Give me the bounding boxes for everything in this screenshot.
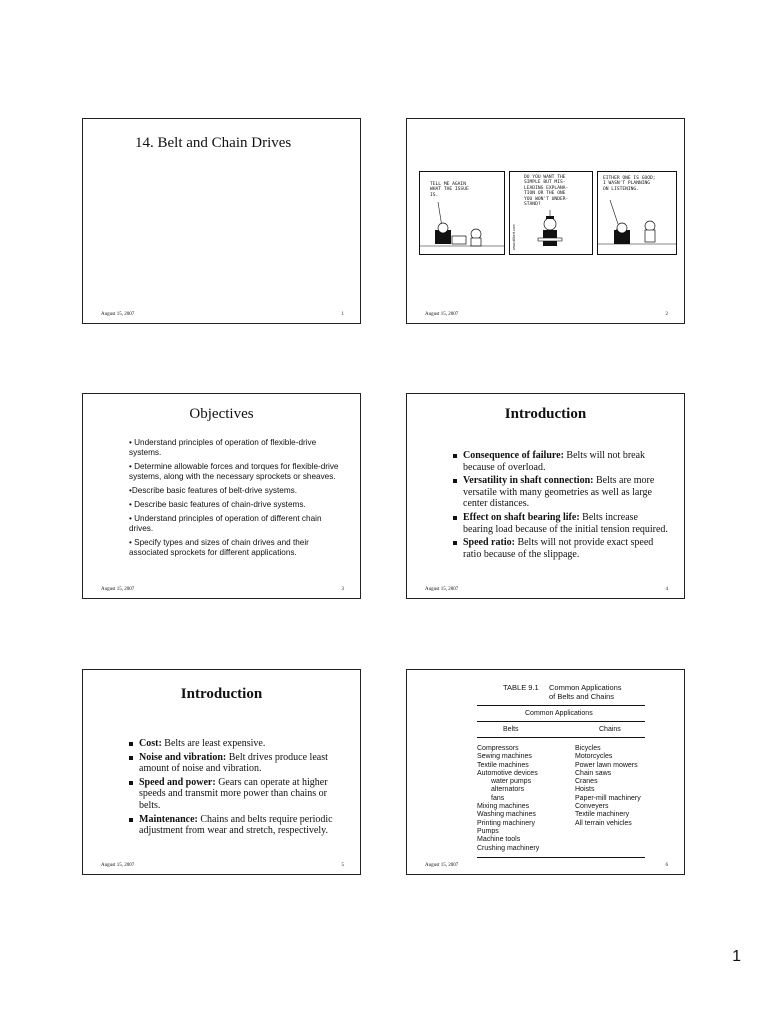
belts-cell: Pumps bbox=[477, 827, 499, 835]
slide-number: 4 bbox=[665, 587, 668, 592]
belts-cell: Sewing machines bbox=[477, 753, 532, 761]
bullet-body: Belts are more versatile with many geometries as well as large center distances. bbox=[463, 475, 655, 510]
slide-number: 3 bbox=[341, 587, 344, 592]
belts-cell: water pumps bbox=[491, 778, 532, 786]
bullet-square-icon bbox=[453, 479, 457, 483]
comic-panel-1 bbox=[419, 171, 505, 255]
bullet-item bbox=[453, 450, 669, 473]
chains-cell: Power lawn mowers bbox=[575, 761, 638, 769]
belts-cell: Compressors bbox=[477, 745, 519, 752]
slide-number: 2 bbox=[665, 312, 668, 317]
bullet-body: Belts will not break because of overload. bbox=[463, 450, 646, 473]
bullet-body: Belt drives produce least amount of noise and vibration. bbox=[139, 751, 328, 775]
slide-3 bbox=[82, 393, 361, 599]
bullet-body: Belts will not provide exact speed ratio because of the slippage. bbox=[463, 537, 654, 560]
bullet-body: Gears can operate at higher speeds and transmit more power than chains or belts. bbox=[139, 776, 328, 811]
slide-title: Objectives bbox=[189, 406, 254, 422]
belts-cell: Automotive devices bbox=[477, 769, 538, 777]
bullet-body: Belts increase bearing load because of the initial tension required. bbox=[463, 511, 668, 535]
slide-date: August 15, 2007 bbox=[101, 863, 135, 868]
table-title-line-1: Common Applications bbox=[549, 683, 622, 692]
table-title-line-2: of Belts and Chains bbox=[549, 692, 615, 701]
belts-cell: Textile machines bbox=[477, 761, 529, 769]
chains-cell: Motorcycles bbox=[575, 753, 613, 761]
belts-cell: Crushing machinery bbox=[477, 844, 540, 852]
chains-cell: Cranes bbox=[575, 778, 598, 786]
bullet-body: Belts are least expensive. bbox=[161, 738, 266, 749]
bullet-item bbox=[129, 777, 349, 812]
objectives-list bbox=[129, 438, 339, 562]
bullet-square-icon bbox=[129, 781, 133, 785]
slide-date: August 15, 2007 bbox=[101, 312, 135, 317]
chains-cell: Textile machinery bbox=[575, 811, 630, 819]
bullet-square-icon bbox=[453, 454, 457, 458]
comic-panel-2 bbox=[509, 171, 593, 255]
belts-cell: Printing machinery bbox=[477, 819, 535, 827]
objective-item: • Describe basic features of chain-drive systems. bbox=[129, 500, 306, 509]
table-rule-group bbox=[477, 721, 645, 722]
comic-strip bbox=[419, 171, 675, 261]
belts-cell: Mixing machines bbox=[477, 803, 530, 811]
objective-item: • Specify types and sizes of chain drives and their associated sprockets for different applications. bbox=[129, 538, 309, 557]
bullet-item bbox=[453, 475, 669, 510]
bullet-item bbox=[129, 814, 349, 837]
comic-panel-3 bbox=[597, 171, 677, 255]
chains-cell: Chain saws bbox=[575, 769, 612, 777]
bullet-list bbox=[129, 738, 349, 839]
bullet-head: Noise and vibration: bbox=[139, 751, 227, 763]
slide-title: 14. Belt and Chain Drives bbox=[135, 135, 292, 151]
bullet-head: Versatility in shaft connection: bbox=[463, 475, 594, 487]
belts-column bbox=[477, 745, 539, 853]
comic-figures-3 bbox=[598, 172, 676, 254]
belts-cell: alternators bbox=[491, 786, 525, 794]
objective-item: •Describe basic features of belt-drive systems. bbox=[129, 486, 298, 495]
bullet-list bbox=[453, 450, 669, 562]
chains-cell: Paper-mill machinery bbox=[575, 794, 641, 802]
slide-title: Introduction bbox=[180, 686, 263, 702]
slide-date: August 15, 2007 bbox=[101, 587, 135, 592]
comic-credit-left: www.dilbert.com bbox=[512, 224, 516, 250]
belts-cell: Machine tools bbox=[477, 836, 521, 844]
bullet-square-icon bbox=[453, 516, 457, 520]
slide-6 bbox=[406, 669, 685, 875]
bullet-head: Maintenance: bbox=[139, 813, 198, 825]
comic-bubble-3: EITHER ONE IS GOOD; I WASN'T PLANNING ON LISTENING. bbox=[603, 176, 656, 192]
objective-item: • Understand principles of operation of flexible-drive systems. bbox=[129, 438, 317, 457]
table-label: TABLE 9.1 bbox=[503, 683, 539, 692]
slide-number: 1 bbox=[341, 312, 344, 317]
slide-date: August 15, 2007 bbox=[425, 312, 459, 317]
chains-cell: Conveyers bbox=[575, 803, 609, 811]
slide-date: August 15, 2007 bbox=[425, 587, 459, 592]
slide-number: 5 bbox=[341, 863, 344, 868]
bullet-square-icon bbox=[453, 541, 457, 545]
comic-figures-1 bbox=[420, 172, 504, 254]
objective-item: • Understand principles of operation of different chain drives. bbox=[129, 514, 322, 533]
bullet-item bbox=[129, 738, 349, 750]
column-header-belts: Belts bbox=[503, 726, 519, 733]
bullet-head: Consequence of failure: bbox=[463, 450, 564, 461]
slide-number: 6 bbox=[665, 863, 668, 868]
bullet-item bbox=[453, 537, 669, 560]
bullet-head: Speed ratio: bbox=[463, 537, 515, 549]
slide-2 bbox=[406, 118, 685, 324]
chains-cell: Hoists bbox=[575, 786, 595, 794]
bullet-square-icon bbox=[129, 756, 133, 760]
bullet-square-icon bbox=[129, 818, 133, 822]
chains-cell: All terrain vehicles bbox=[575, 819, 632, 827]
bullet-head: Speed and power: bbox=[139, 776, 216, 788]
slide-date: August 15, 2007 bbox=[425, 863, 459, 868]
bullet-item bbox=[129, 752, 349, 775]
objective-item: • Determine allowable forces and torques for flexible-drive systems, along with the necessary sprockets or sheaves. bbox=[129, 462, 339, 481]
chains-cell: Bicycles bbox=[575, 745, 601, 752]
belts-cell: Washing machines bbox=[477, 811, 536, 819]
belts-cell: fans bbox=[491, 794, 505, 802]
bullet-body: Chains and belts require periodic adjustment from wear and stretch, respectively. bbox=[139, 813, 333, 837]
comic-bubble-2: DO YOU WANT THE SIMPLE BUT MIS- LEADING EXPLANA- TION OR THE ONE YOU WON'T UNDER- STAND? bbox=[524, 175, 569, 208]
table-rule-bottom bbox=[477, 857, 645, 858]
table-rule-top bbox=[477, 705, 645, 706]
slide-title: Introduction bbox=[504, 406, 587, 422]
slide-5 bbox=[82, 669, 361, 875]
slide-1 bbox=[82, 118, 361, 324]
comic-bubble-1: TELL ME AGAIN WHAT THE ISSUE IS. bbox=[430, 182, 469, 198]
column-header-chains: Chains bbox=[599, 726, 621, 733]
chains-column bbox=[575, 745, 641, 828]
bullet-head: Effect on shaft bearing life: bbox=[463, 511, 580, 523]
page-number: 1 bbox=[732, 948, 741, 965]
slide-4 bbox=[406, 393, 685, 599]
comic-figures-2 bbox=[510, 172, 592, 254]
table-rule-header bbox=[477, 737, 645, 738]
table-group-header: Common Applications bbox=[525, 710, 593, 717]
bullet-head: Cost: bbox=[139, 738, 162, 749]
bullet-item bbox=[453, 512, 669, 535]
bullet-square-icon bbox=[129, 742, 133, 746]
